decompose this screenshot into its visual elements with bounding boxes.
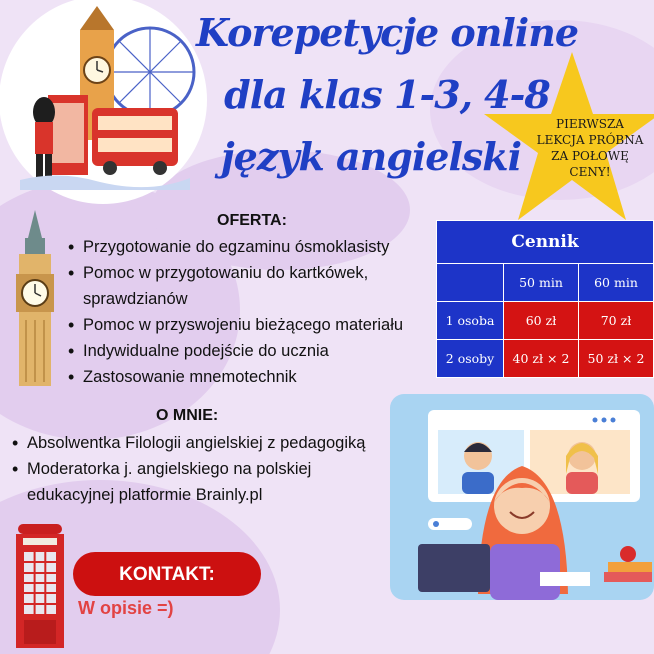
table-header-60min: 60 min [579, 264, 654, 302]
list-item: • Przygotowanie do egzaminu ósmoklasisty [66, 234, 438, 260]
price-cell: 70 zł [579, 302, 654, 340]
list-item: • Indywidualne podejście do ucznia [66, 338, 438, 364]
price-cell: 60 zł [504, 302, 579, 340]
table-header-50min: 50 min [504, 264, 579, 302]
table-row [437, 340, 654, 378]
promo-line-3: ZA POŁOWĘ [551, 149, 629, 163]
contact-button[interactable]: KONTAKT: [73, 552, 261, 596]
title-line-1: Korepetycje online [195, 10, 579, 55]
table-cell-empty [437, 264, 504, 302]
list-item: • Absolwentka Filologii angielskiej z pedagogiką [10, 430, 392, 456]
promo-line-4: CENY! [569, 165, 611, 179]
about-list [10, 430, 392, 508]
list-item: • Pomoc w przygotowaniu do kartkówek, sprawdzianów [66, 260, 438, 312]
table-row [437, 302, 654, 340]
big-ben-icon [12, 210, 58, 386]
pricing-title: Cennik [437, 221, 654, 264]
online-lesson-illustration [390, 394, 654, 600]
row-label: 1 osoba [437, 302, 504, 340]
price-cell: 50 zł × 2 [579, 340, 654, 378]
title-line-2: dla klas 1-3, 4-8 [224, 72, 550, 117]
promo-star-text [520, 116, 654, 180]
row-label: 2 osoby [437, 340, 504, 378]
title-line-3: język angielski [220, 134, 522, 179]
price-cell: 40 zł × 2 [504, 340, 579, 378]
list-item: • Moderatorka j. angielskiego na polskiej edukacyjnej platformie Brainly.pl [10, 456, 392, 508]
promo-line-1: PIERWSZA [556, 117, 624, 131]
pricing-table [436, 220, 654, 376]
offer-heading: OFERTA: [217, 212, 287, 229]
contact-note: W opisie =) [78, 598, 174, 618]
list-item: • Pomoc w przyswojeniu bieżącego materiału [66, 312, 438, 338]
about-heading: O MNIE: [156, 407, 219, 424]
promo-line-2: LEKCJA PRÓBNA [536, 133, 644, 147]
phone-box-icon [14, 524, 66, 648]
list-item: • Zastosowanie mnemotechnik [66, 364, 438, 390]
offer-list [66, 234, 438, 390]
